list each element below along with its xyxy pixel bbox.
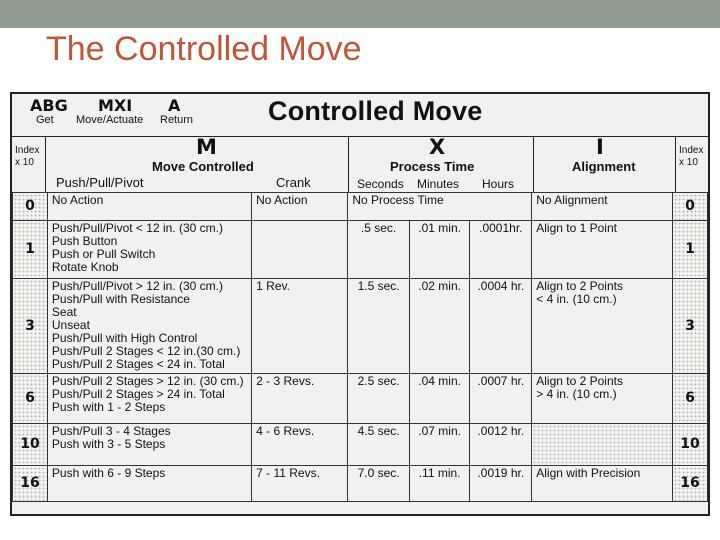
cell-alignment (532, 424, 673, 466)
row-index-right (673, 466, 708, 502)
cell-alignment (532, 193, 673, 221)
seconds-value: 2.5 sec. (357, 374, 400, 388)
row-index-value: 16 (20, 475, 40, 491)
row-index-value: 1 (685, 241, 695, 257)
header-i-title: Alignment (572, 159, 636, 174)
letter-x: X (429, 135, 446, 159)
cell-crank (252, 279, 348, 374)
cell-push-pull (47, 374, 251, 424)
code-label-get: Get (36, 114, 54, 126)
letter-i: I (596, 135, 604, 159)
index-label-left: Index x 10 (15, 145, 40, 168)
cell-seconds (348, 466, 410, 502)
index-header-right (676, 137, 708, 192)
minutes-value: .11 min. (418, 466, 461, 480)
push-pull-line: Push/Pull 2 Stages > 12 in. (30 cm.) (51, 374, 244, 388)
cell-minutes (409, 221, 470, 279)
push-pull-line: Push/Pull 2 Stages < 24 in. Total (51, 357, 225, 371)
cell-push-pull (47, 279, 251, 374)
hours-value: .0019 hr. (477, 466, 525, 480)
cell-crank (252, 193, 348, 221)
push-pull-line: Push with 3 - 5 Steps (51, 437, 166, 451)
card-title: Controlled Move (268, 96, 483, 126)
push-pull-line: Push or Pull Switch (51, 247, 156, 261)
row-index-left (13, 193, 48, 221)
cell-push-pull (47, 221, 251, 279)
cell-alignment (532, 374, 673, 424)
cell-push-pull (47, 424, 251, 466)
letter-m: M (196, 135, 217, 159)
code-a: A (168, 96, 181, 115)
minutes-value: .02 min. (418, 279, 461, 293)
header-alignment (534, 137, 676, 192)
cell-crank (252, 374, 348, 424)
push-pull-line: Push/Pull 2 Stages < 12 in.(30 cm.) (51, 344, 241, 358)
controlled-move-card (10, 92, 710, 516)
row-index-value: 3 (685, 317, 695, 334)
index-label-right: Index x 10 (679, 145, 704, 168)
alignment-line: Align to 2 Points (536, 374, 623, 388)
row-index-value: 10 (20, 436, 40, 452)
cell-seconds (348, 279, 410, 374)
hours-value: .0012 hr. (477, 424, 525, 438)
header-process-time (349, 137, 534, 192)
hours-value: .0001hr. (479, 221, 523, 235)
cell-push-pull (47, 193, 251, 221)
cell-seconds (348, 424, 410, 466)
process-time-value: No Process Time (352, 193, 444, 207)
alignment-line: No Alignment (536, 193, 608, 207)
table-row (13, 466, 708, 502)
alignment-line: Align to 2 Points (536, 279, 623, 293)
row-index-value: 0 (25, 198, 35, 214)
header-move-controlled (46, 137, 349, 192)
row-index-right (673, 279, 708, 374)
row-index-right (673, 221, 708, 279)
cell-crank (252, 221, 348, 279)
push-pull-line: Seat (51, 305, 77, 319)
row-index-value: 1 (25, 241, 35, 257)
row-index-left (13, 466, 48, 502)
minutes-value: .04 min. (418, 374, 461, 388)
table-row (13, 424, 708, 466)
crank-value: No Action (256, 193, 308, 207)
table-row (13, 279, 708, 374)
alignment-line: Align to 1 Point (536, 221, 617, 235)
code-abg: ABG (30, 96, 68, 115)
cell-hours (470, 221, 532, 279)
alignment-line: > 4 in. (10 cm.) (536, 387, 617, 401)
cell-minutes (409, 279, 470, 374)
minutes-value: .07 min. (418, 424, 461, 438)
push-pull-line: Push/Pull/Pivot > 12 in. (30 cm.) (51, 279, 223, 293)
row-index-value: 10 (680, 436, 700, 452)
row-index-value: 6 (685, 390, 695, 406)
crank-value: 4 - 6 Revs. (256, 424, 315, 438)
cell-hours (470, 374, 532, 424)
push-pull-line: Push Button (51, 234, 118, 248)
code-label-return: Return (160, 114, 194, 126)
alignment-line: Align with Precision (536, 466, 641, 480)
seconds-value: 7.0 sec. (357, 466, 400, 480)
table-row (13, 193, 708, 221)
table-row (13, 374, 708, 424)
index-header-left (12, 137, 46, 192)
row-index-left (13, 221, 48, 279)
row-index-right (673, 374, 708, 424)
table-row (13, 221, 708, 279)
push-pull-line: Push/Pull 2 Stages > 24 in. Total (51, 387, 225, 401)
slide-title: The Controlled Move (46, 30, 362, 68)
push-pull-line: Push/Pull/Pivot < 12 in. (30 cm.) (51, 221, 223, 235)
seconds-value: .5 sec. (360, 221, 397, 235)
hours-value: .0004 hr. (477, 279, 525, 293)
cell-crank (252, 466, 348, 502)
cell-minutes (409, 374, 470, 424)
cell-hours (470, 424, 532, 466)
code-label-move-actuate: Move/Actuate (76, 114, 144, 126)
row-index-value: 3 (25, 317, 35, 334)
header-m-sub-push: Push/Pull/Pivot (56, 175, 144, 190)
header-x-hours: Hours (482, 177, 515, 191)
row-index-left (13, 424, 48, 466)
cell-push-pull (47, 466, 251, 502)
crank-value: 2 - 3 Revs. (256, 374, 315, 388)
push-pull-line: Push/Pull 3 - 4 Stages (51, 424, 171, 438)
cell-hours (470, 466, 532, 502)
push-pull-line: Push/Pull with High Control (51, 331, 198, 345)
cell-hours (470, 279, 532, 374)
cell-seconds (348, 221, 410, 279)
header-x-title: Process Time (390, 159, 475, 174)
crank-value: 1 Rev. (256, 279, 290, 293)
seconds-value: 4.5 sec. (357, 424, 400, 438)
controlled-move-table (12, 192, 708, 502)
hours-value: .0007 hr. (477, 374, 525, 388)
cell-minutes (409, 424, 470, 466)
header-m-title: Move Controlled (152, 159, 254, 174)
minutes-value: .01 min. (418, 221, 461, 235)
row-index-right (673, 193, 708, 221)
cell-minutes (409, 466, 470, 502)
code-mxi: MXI (98, 96, 133, 115)
row-index-value: 0 (685, 198, 695, 214)
card-header (12, 94, 708, 137)
header-x-minutes: Minutes (417, 177, 460, 191)
crank-value: 7 - 11 Revs. (256, 466, 320, 480)
seconds-value: 1.5 sec. (357, 279, 400, 293)
cell-seconds (348, 374, 410, 424)
cell-crank (252, 424, 348, 466)
header-m-sub-crank: Crank (276, 175, 311, 190)
row-index-right (673, 424, 708, 466)
push-pull-line: Push/Pull with Resistance (51, 292, 190, 306)
cell-alignment (532, 279, 673, 374)
alignment-line: < 4 in. (10 cm.) (536, 292, 617, 306)
top-band (0, 0, 720, 28)
push-pull-line: Rotate Knob (51, 260, 119, 274)
push-pull-line: Push with 1 - 2 Steps (51, 400, 166, 414)
cell-alignment (532, 221, 673, 279)
row-index-value: 6 (25, 390, 35, 406)
push-pull-line: Push with 6 - 9 Steps (51, 466, 166, 480)
cell-process-time (348, 193, 532, 221)
push-pull-line: No Action (51, 193, 104, 207)
row-index-left (13, 279, 48, 374)
row-index-value: 16 (680, 475, 700, 491)
cell-alignment (532, 466, 673, 502)
header-x-seconds: Seconds (357, 177, 404, 191)
row-index-left (13, 374, 48, 424)
push-pull-line: Unseat (51, 318, 90, 332)
